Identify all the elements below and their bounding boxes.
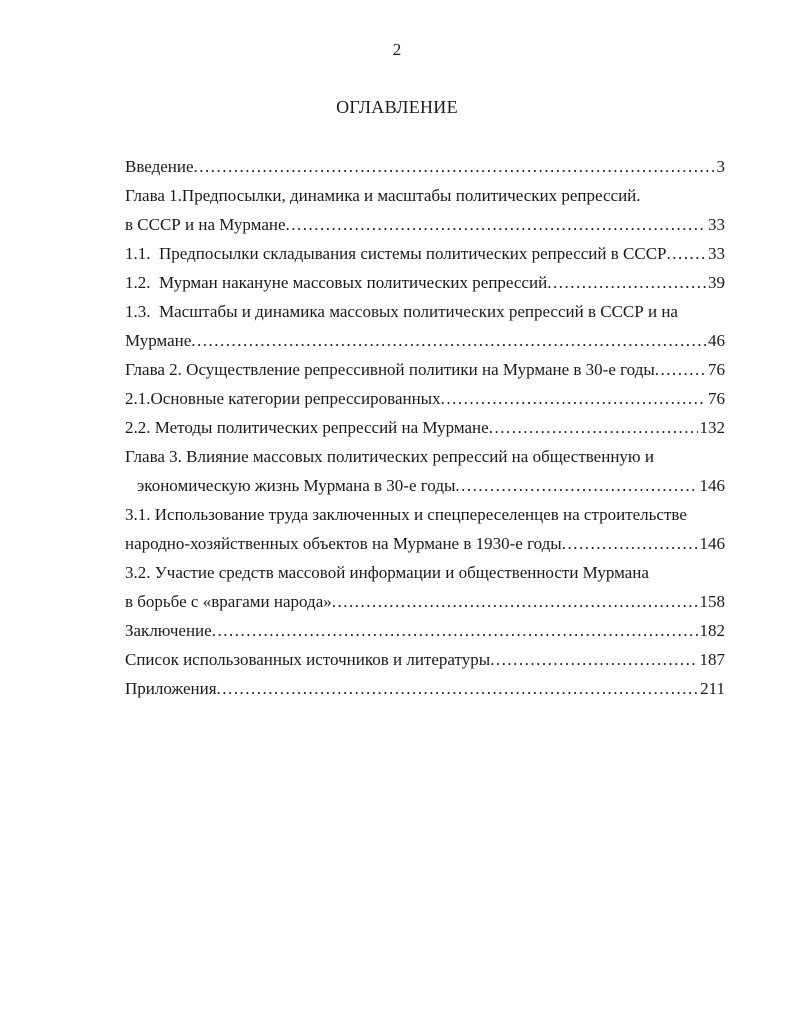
toc-entry-page: 46 [708, 331, 725, 350]
toc-entry-text: в СССР и на Мурмане [125, 215, 286, 234]
toc-entry-text: в борьбе с «врагами народа» [125, 592, 332, 611]
toc-entry-page: 187 [699, 650, 725, 669]
toc-entry-page: 158 [699, 592, 725, 611]
dot-leader [655, 355, 706, 384]
dot-leader [191, 326, 706, 355]
toc-entry-text: 1.3. Масштабы и динамика массовых политических репрессий в СССР и на [125, 302, 678, 321]
toc-entry-page: 33 [708, 244, 725, 263]
dot-leader [194, 152, 715, 181]
toc-entry-section-2-2 [125, 413, 725, 442]
dot-leader [441, 384, 706, 413]
dot-leader [286, 210, 706, 239]
toc-entry-text: 2.1.Основные категории репрессированных [125, 389, 441, 408]
dot-leader [547, 268, 706, 297]
toc-entry-chapter-3-title [125, 442, 725, 471]
toc-entry-text: экономическую жизнь Мурмана в 30-е годы [137, 476, 456, 495]
toc-entry-text: народно-хозяйственных объектов на Мурмане в 1930-е годы [125, 534, 562, 553]
dot-leader [490, 645, 697, 674]
toc-entry-page: 211 [700, 679, 725, 698]
toc-entry-text: 1.1. Предпосылки складывания системы политических репрессий в СССР [125, 244, 667, 263]
toc-entry-sources [125, 645, 725, 674]
dot-leader [667, 239, 707, 268]
page-title: ОГЛАВЛЕНИЕ [336, 97, 458, 117]
toc-entry-introduction [125, 152, 725, 181]
dot-leader [489, 413, 698, 442]
dot-leader [562, 529, 698, 558]
toc-entry-page: 146 [699, 476, 725, 495]
toc-entry-page: 33 [708, 215, 725, 234]
toc-entry-page: 76 [708, 360, 725, 379]
toc-entry-page: 146 [699, 534, 725, 553]
toc-entry-section-1-3 [125, 326, 725, 355]
toc-entry-text: Глава 2. Осуществление репрессивной политики на Мурмане в 30-е годы [125, 360, 655, 379]
toc-entry-section-1-3-title [125, 297, 725, 326]
page-number: 2 [392, 40, 402, 59]
toc-entry-text: Мурмане [125, 331, 192, 350]
toc-entry-text: 2.2. Методы политических репрессий на Мурмане [125, 418, 489, 437]
table-of-contents [125, 152, 725, 703]
dot-leader [212, 616, 698, 645]
toc-entry-appendices [125, 674, 725, 703]
toc-entry-page: 76 [708, 389, 725, 408]
toc-entry-conclusion [125, 616, 725, 645]
toc-entry-chapter-2 [125, 355, 725, 384]
toc-entry-section-1-2 [125, 268, 725, 297]
toc-entry-chapter-1-title [125, 181, 725, 210]
toc-entry-page: 132 [699, 418, 725, 437]
toc-entry-page: 182 [699, 621, 725, 640]
toc-entry-chapter-3 [125, 471, 725, 500]
toc-entry-text: 3.1. Использование труда заключенных и спецпереселенцев на строительстве [125, 505, 687, 524]
toc-entry-text: Глава 1.Предпосылки, динамика и масштабы политических репрессий. [125, 186, 641, 205]
toc-entry-text: Приложения [125, 679, 217, 698]
toc-entry-text: Список использованных источников и литературы [125, 650, 491, 669]
toc-entry-section-3-1-title [125, 500, 725, 529]
toc-entry-text: 1.2. Мурман накануне массовых политических репрессий [125, 273, 548, 292]
dot-leader [455, 471, 697, 500]
toc-entry-section-2-1 [125, 384, 725, 413]
toc-entry-chapter-1 [125, 210, 725, 239]
toc-entry-section-3-1 [125, 529, 725, 558]
toc-entry-page: 3 [716, 157, 725, 176]
dot-leader [332, 587, 698, 616]
toc-entry-text: Глава 3. Влияние массовых политических репрессий на общественную и [125, 447, 654, 466]
dot-leader [217, 674, 699, 703]
toc-entry-text: Заключение [125, 621, 212, 640]
toc-entry-section-1-1 [125, 239, 725, 268]
toc-entry-section-3-2-title [125, 558, 725, 587]
toc-entry-page: 39 [708, 273, 725, 292]
toc-entry-text: Введение [125, 157, 194, 176]
toc-entry-section-3-2 [125, 587, 725, 616]
toc-entry-text: 3.2. Участие средств массовой информации и общественности Мурмана [125, 563, 649, 582]
